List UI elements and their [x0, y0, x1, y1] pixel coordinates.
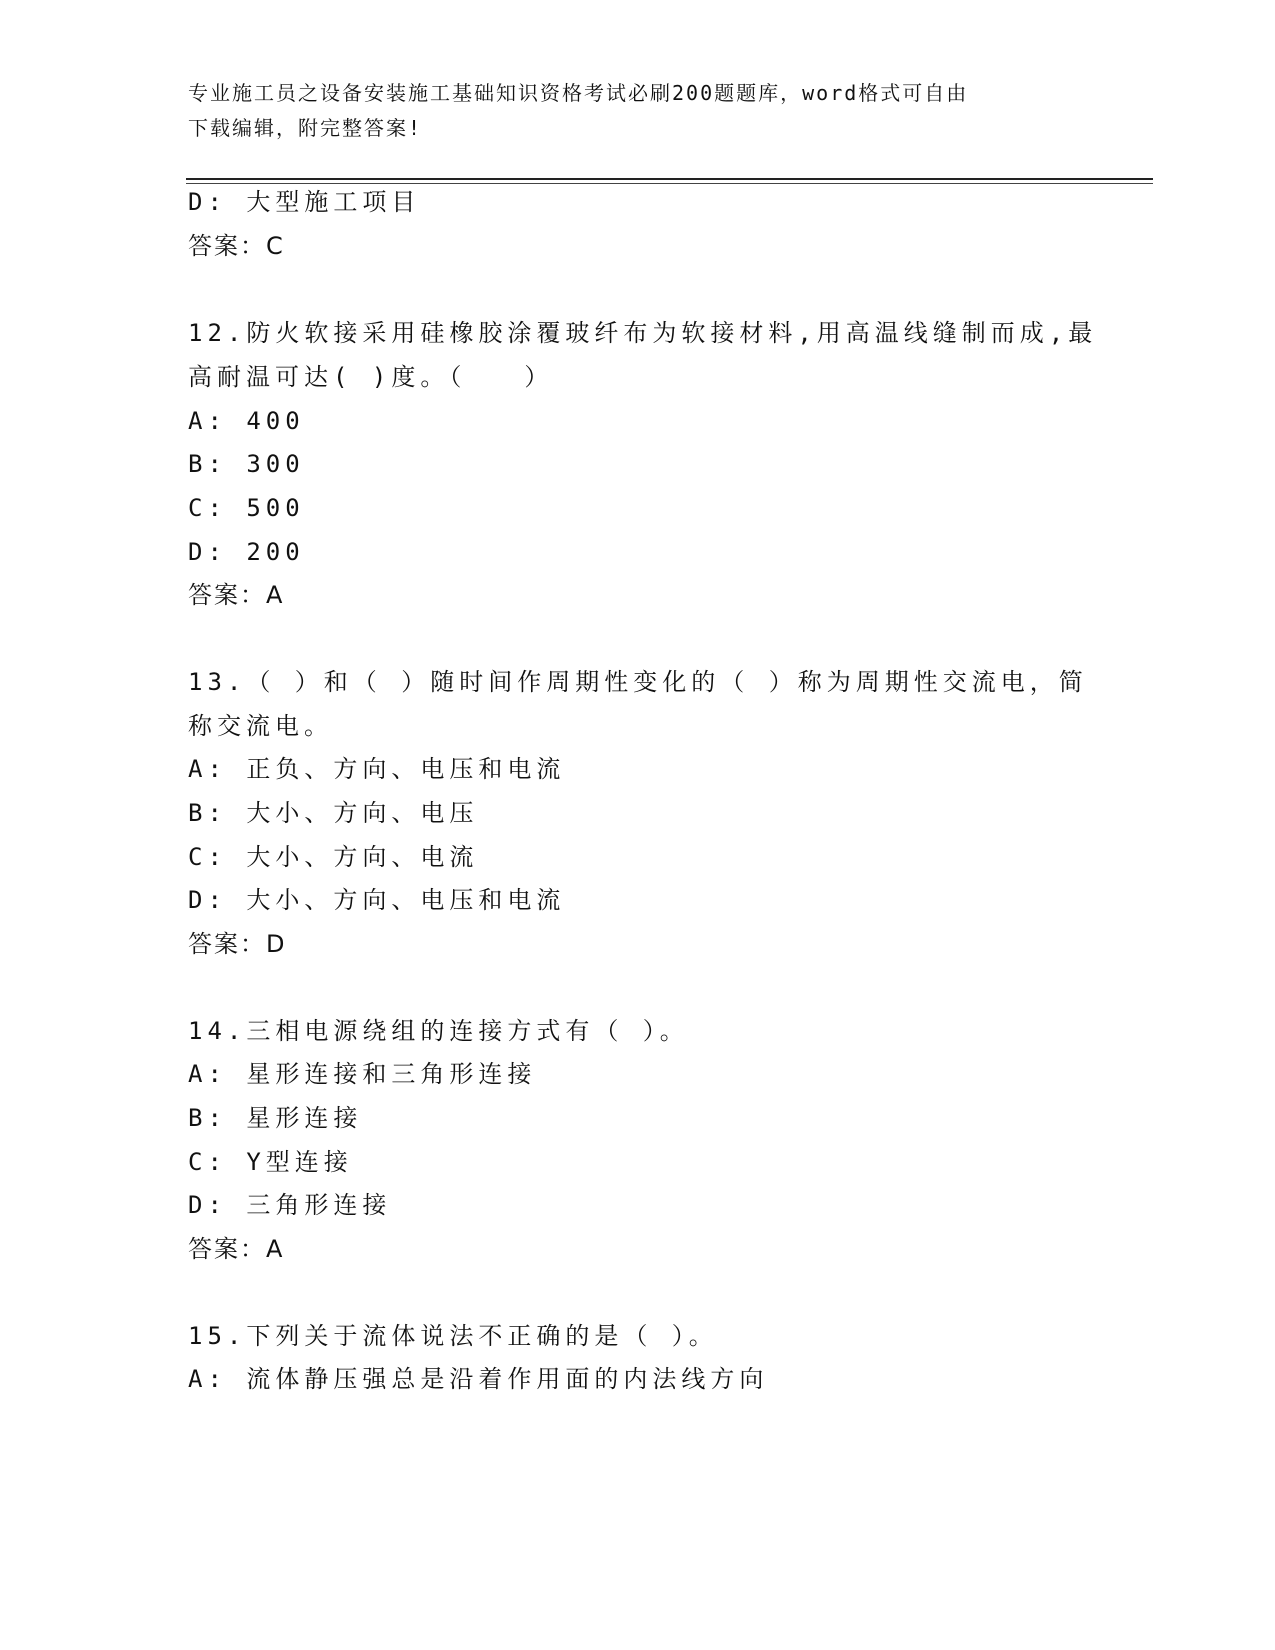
document-header: [188, 76, 1068, 146]
q14-option-a: A: 星形连接和三角形连接: [188, 1060, 537, 1088]
q14-stem-line-1: 14.三相电源绕组的连接方式有（ ）。: [188, 1017, 689, 1045]
header-title-line-2: 下载编辑，附完整答案!: [188, 116, 423, 140]
q13-option-a: A: 正负、方向、电压和电流: [188, 755, 566, 783]
q13-option-b: B: 大小、方向、电压: [188, 799, 479, 827]
header-divider-thick: [186, 178, 1153, 180]
prev-answer: 答案：C: [188, 232, 285, 260]
prev-option-d: D: 大型施工项目: [188, 188, 421, 216]
q14-option-b: B: 星形连接: [188, 1104, 363, 1132]
q12-option-c: C: 500: [188, 494, 305, 522]
q12-stem-line-1: 12.防火软接采用硅橡胶涂覆玻纤布为软接材料,用高温线缝制而成,最: [188, 319, 1098, 347]
header-divider-thin: [186, 183, 1153, 184]
q13-option-d: D: 大小、方向、电压和电流: [188, 886, 566, 914]
q15-stem-line-1: 15.下列关于流体说法不正确的是（ ）。: [188, 1322, 718, 1350]
q14-answer: 答案：A: [188, 1235, 285, 1263]
q14-option-c: C: Y型连接: [188, 1148, 353, 1176]
q13-stem-line-2: 称交流电。: [188, 712, 333, 740]
header-title-line-1: 专业施工员之设备安装施工基础知识资格考试必刷200题题库，word格式可自由: [188, 81, 969, 105]
q13-option-c: C: 大小、方向、电流: [188, 843, 479, 871]
q13-answer: 答案：D: [188, 930, 287, 958]
q12-option-b: B: 300: [188, 450, 305, 478]
q15-option-a: A: 流体静压强总是沿着作用面的内法线方向: [188, 1365, 769, 1393]
q13-stem-line-1: 13.（ ）和（ ）随时间作周期性变化的（ ）称为周期性交流电，简: [188, 668, 1088, 696]
q12-answer: 答案：A: [188, 581, 285, 609]
q12-option-a: A: 400: [188, 407, 305, 435]
q12-stem-line-2: 高耐温可达( )度。（ ）: [188, 363, 554, 391]
q14-option-d: D: 三角形连接: [188, 1191, 392, 1219]
q12-option-d: D: 200: [188, 538, 305, 566]
